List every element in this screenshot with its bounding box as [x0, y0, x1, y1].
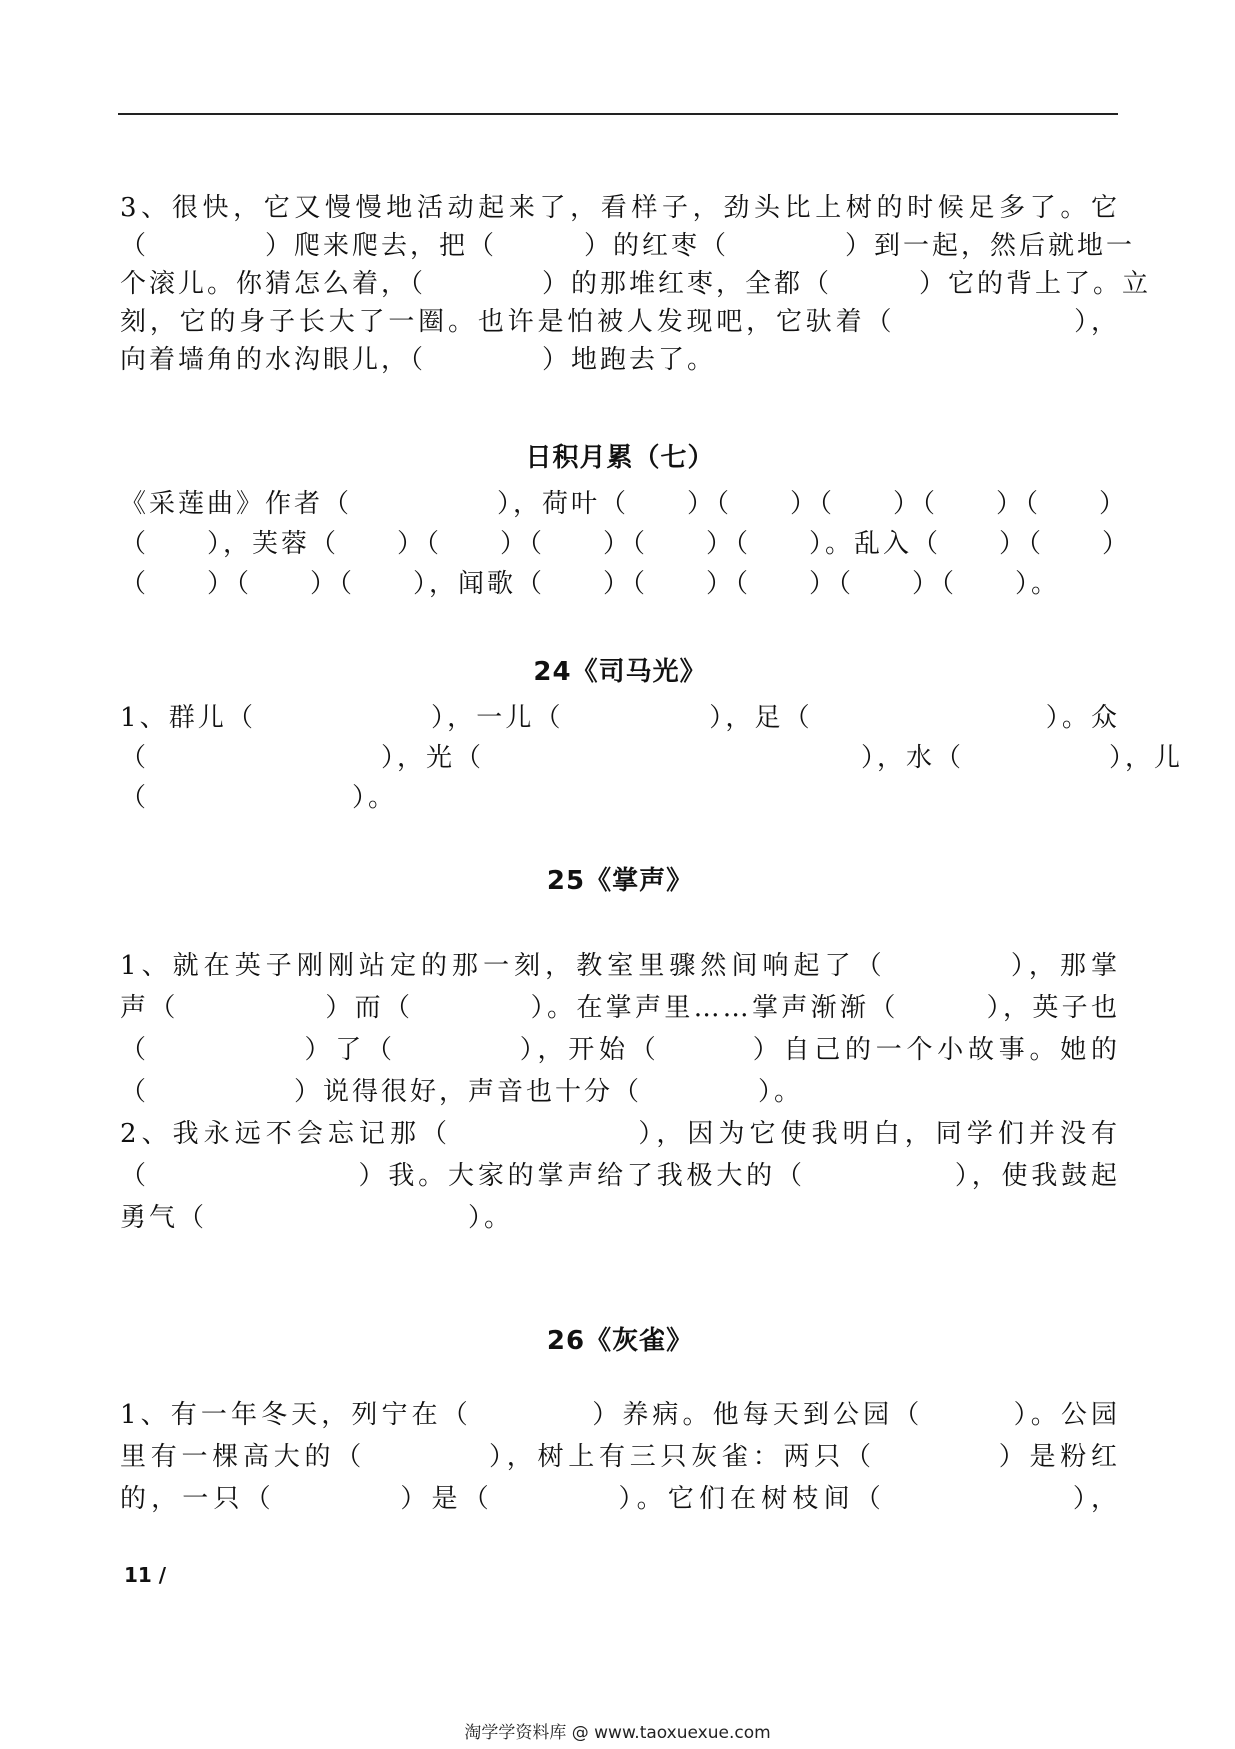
section-heading: 26《灰雀》 [546, 1326, 694, 1356]
text-line: （ ）爬来爬去，把（ ）的红枣（ ）到一起，然后就地一 [120, 231, 1136, 261]
text-line: 声（ ）而（ ）。在掌声里……掌声渐渐（ ），英子也 [120, 993, 1120, 1023]
footer-watermark: 淘学学资料库 @ www.taoxuexue.com [464, 1723, 771, 1743]
text-line: 勇气（ ）。 [120, 1203, 514, 1233]
text-line: （ ）了（ ），开始（ ）自己的一个小故事。她的 [120, 1035, 1120, 1065]
text-line: 1、群儿（ ），一儿（ ），足（ ）。众 [120, 703, 1120, 733]
text-line: 1、就在英子刚刚站定的那一刻，教室里骤然间响起了（ ），那掌 [120, 951, 1120, 981]
text-line: 2、我永远不会忘记那（ ），因为它使我明白，同学们并没有 [120, 1119, 1120, 1149]
section-heading: 24《司马光》 [533, 657, 707, 687]
text-line: 《采莲曲》作者（ ），荷叶（ ）（ ）（ ）（ ）（ ） [120, 489, 1129, 519]
text-line: （ ），芙蓉（ ）（ ）（ ）（ ）（ ）。乱入（ ）（ ） [120, 529, 1132, 559]
header-rule [118, 113, 1118, 115]
text-line: （ ）（ ）（ ），闻歌（ ）（ ）（ ）（ ）（ ）。 [120, 569, 1061, 599]
text-line: （ ）说得很好，声音也十分（ ）。 [120, 1077, 804, 1107]
text-line: 3、很快，它又慢慢地活动起来了，看样子，劲头比上树的时候足多了。它 [120, 193, 1120, 223]
text-line: 里有一棵高大的（ ），树上有三只灰雀：两只（ ）是粉红 [120, 1442, 1120, 1472]
text-line: 的，一只（ ）是（ ）。它们在树枝间（ ）， [120, 1484, 1120, 1514]
page-number: 11 / [124, 1563, 167, 1587]
section-heading: 日积月累（七） [525, 443, 715, 473]
text-line: （ ）。 [120, 783, 398, 813]
text-line: （ ），光（ ），水（ ），儿 [120, 743, 1184, 773]
text-line: （ ）我。大家的掌声给了我极大的（ ），使我鼓起 [120, 1161, 1120, 1191]
section-heading: 25《掌声》 [546, 866, 694, 896]
text-line: 刻，它的身子长大了一圈。也许是怕被人发现吧，它驮着（ ）， [120, 307, 1120, 337]
text-line: 1、有一年冬天，列宁在（ ）养病。他每天到公园（ ）。公园 [120, 1400, 1120, 1430]
text-line: 个滚儿。你猜怎么着，（ ）的那堆红枣，全都（ ）它的背上了。立 [120, 269, 1152, 299]
text-line: 向着墙角的水沟眼儿，（ ）地跑去了。 [120, 345, 717, 375]
